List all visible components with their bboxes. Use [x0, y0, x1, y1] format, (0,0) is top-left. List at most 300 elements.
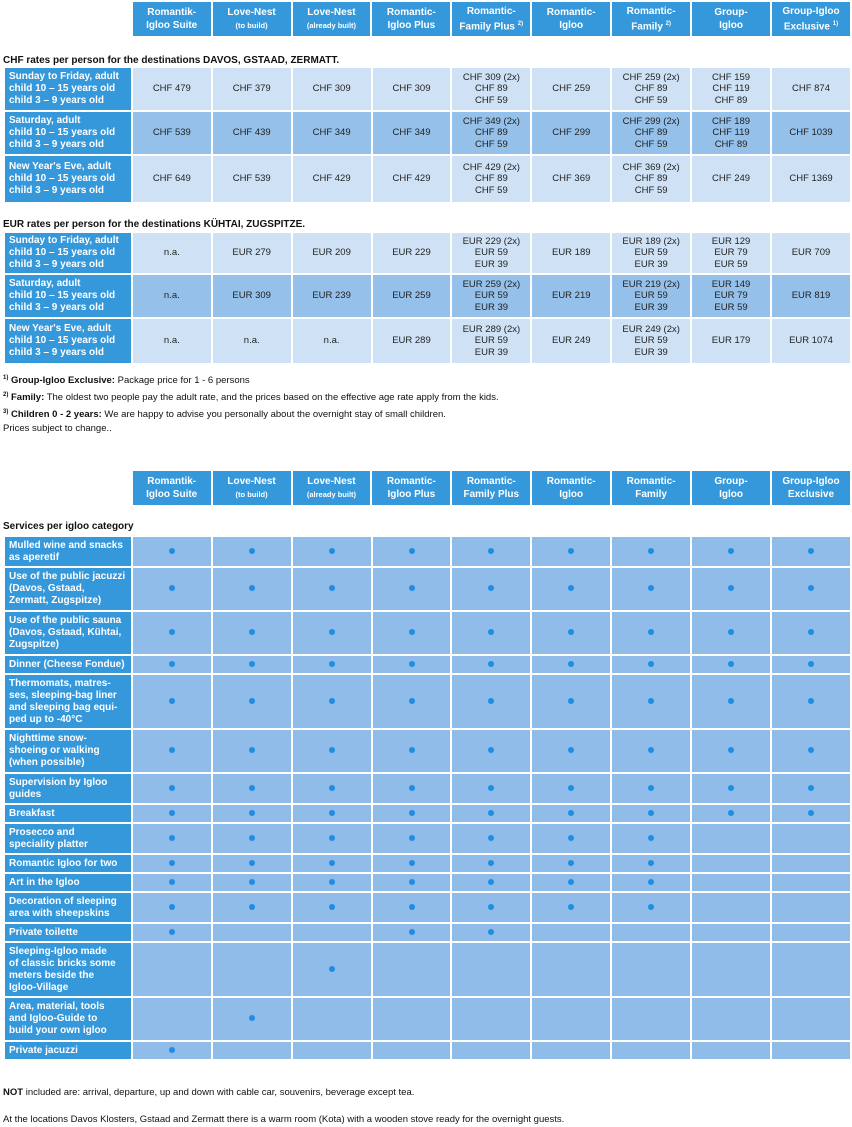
rate-cell	[532, 319, 610, 363]
service-label-line: Supervision by Igloo	[9, 776, 108, 788]
service-cell	[373, 874, 451, 891]
column-header-line1: Group-Igloo	[782, 5, 840, 17]
service-cell	[293, 805, 371, 822]
column-header-footnote: 1)	[832, 20, 839, 27]
column-header-3	[372, 471, 450, 505]
service-cell	[532, 656, 610, 673]
column-header-line2: Igloo Plus	[387, 20, 436, 31]
service-cell	[373, 998, 451, 1040]
service-label-line: Nighttime snow-	[9, 733, 87, 744]
included-dot-icon	[329, 548, 335, 554]
service-label	[5, 675, 131, 728]
rate-row	[5, 275, 850, 317]
included-dot-icon	[409, 585, 415, 591]
rate-cell	[293, 68, 371, 110]
service-label	[5, 893, 131, 922]
service-label	[5, 824, 131, 853]
included-dot-icon	[488, 835, 494, 841]
included-dot-icon	[728, 698, 734, 704]
service-cell	[772, 943, 850, 996]
included-dot-icon	[808, 785, 814, 791]
included-dot-icon	[568, 661, 574, 667]
included-dot-icon	[249, 548, 255, 554]
included-dot-icon	[808, 548, 814, 554]
rate-cell	[772, 112, 850, 154]
included-dot-icon	[409, 785, 415, 791]
footnote	[3, 371, 499, 388]
service-cell	[772, 774, 850, 803]
service-cell	[612, 1042, 690, 1059]
column-header-footnote: 2)	[665, 20, 672, 27]
column-header-0	[133, 471, 211, 505]
footnote-number: 2)	[3, 392, 9, 399]
rate-value: EUR 279	[232, 247, 271, 259]
rate-value: EUR 129	[711, 235, 751, 247]
rate-cell	[772, 156, 850, 202]
included-dot-icon	[169, 929, 175, 935]
service-label-line: guides	[9, 788, 42, 800]
service-cell	[772, 924, 850, 941]
service-cell	[772, 805, 850, 822]
included-dot-icon	[249, 860, 255, 866]
included-dot-icon	[648, 585, 654, 591]
service-label-line: shoeing or walking	[9, 745, 100, 756]
rate-value: CHF 1369	[789, 173, 833, 185]
rate-cell	[293, 156, 371, 202]
rate-cell	[373, 156, 451, 202]
column-header-line2: Igloo Suite	[146, 20, 198, 31]
service-cell	[772, 1042, 850, 1059]
rate-value: CHF 479	[152, 83, 191, 95]
service-cell	[692, 568, 770, 610]
service-cell	[213, 1042, 291, 1059]
rate-value: CHF 59	[634, 184, 668, 196]
footnote-title: Family:	[10, 392, 45, 404]
service-cell	[373, 805, 451, 822]
rate-value: CHF 189	[712, 115, 751, 127]
column-header-line2: Exclusive	[783, 21, 830, 33]
column-header-line2: Igloo	[559, 489, 584, 500]
column-header-2	[293, 471, 371, 505]
included-dot-icon	[249, 904, 255, 910]
included-dot-icon	[249, 1015, 255, 1021]
service-cell	[133, 774, 211, 803]
rate-row-label	[5, 319, 131, 363]
rate-value: CHF 59	[634, 138, 668, 150]
service-cell	[532, 855, 610, 872]
column-header-line1: Love-Nest	[307, 7, 356, 18]
not-included-text: included are: arrival, departure, up and down with cable car, souvenirs, beverage except tea.	[23, 1087, 415, 1098]
service-row	[5, 824, 850, 853]
service-cell	[293, 893, 371, 922]
not-bold: NOT	[3, 1087, 24, 1098]
footnote-number: 3)	[3, 409, 9, 416]
service-cell	[612, 943, 690, 996]
rate-label-line: child 3 – 9 years old	[9, 302, 105, 313]
service-cell	[133, 612, 211, 654]
service-cell	[532, 537, 610, 566]
service-cell	[772, 824, 850, 853]
included-dot-icon	[169, 629, 175, 635]
service-cell	[452, 656, 530, 673]
rate-value: CHF 299 (2x)	[622, 115, 680, 127]
rate-cell	[133, 112, 211, 154]
rate-value: CHF 349	[312, 127, 351, 139]
service-cell	[373, 612, 451, 654]
services-table	[3, 535, 852, 1061]
service-cell	[612, 874, 690, 891]
service-cell	[133, 1042, 211, 1059]
included-dot-icon	[568, 698, 574, 704]
service-cell	[133, 874, 211, 891]
rate-value: EUR 59	[714, 258, 748, 270]
rate-value: CHF 159	[712, 71, 751, 83]
service-cell	[293, 924, 371, 941]
included-dot-icon	[728, 810, 734, 816]
rate-value: EUR 59	[474, 290, 509, 302]
footnote	[3, 388, 499, 405]
rate-value: CHF 369 (2x)	[622, 161, 680, 173]
rate-value: EUR 309	[232, 290, 271, 302]
included-dot-icon	[169, 661, 175, 667]
service-label	[5, 998, 131, 1040]
service-cell	[133, 893, 211, 922]
service-cell	[532, 893, 610, 922]
rate-value: EUR 239	[312, 290, 351, 302]
rate-row-label	[5, 233, 131, 273]
included-dot-icon	[169, 747, 175, 753]
rate-value: EUR 229	[392, 247, 431, 259]
included-dot-icon	[568, 785, 574, 791]
service-cell	[213, 537, 291, 566]
rate-value: CHF 89	[714, 138, 748, 150]
service-row	[5, 874, 850, 891]
service-label-line: Use of the public jacuzzi	[9, 571, 126, 582]
included-dot-icon	[409, 548, 415, 554]
included-dot-icon	[488, 548, 494, 554]
rate-value: CHF 429 (2x)	[462, 161, 520, 173]
rate-cell	[452, 275, 530, 317]
included-dot-icon	[808, 747, 814, 753]
rate-value: EUR 59	[634, 247, 668, 259]
rate-cell	[532, 112, 610, 154]
rate-row	[5, 233, 850, 273]
rate-value: EUR 39	[474, 258, 509, 270]
service-cell	[692, 998, 770, 1040]
service-label-line: Mulled wine and snacks	[9, 539, 123, 551]
column-header-line1: Romantic-	[626, 5, 676, 17]
service-cell	[452, 1042, 530, 1059]
rate-cell	[213, 275, 291, 317]
included-dot-icon	[249, 879, 255, 885]
rate-value: EUR 59	[634, 335, 668, 347]
service-label-line: Decoration of sleeping	[9, 895, 117, 907]
rate-value: EUR 59	[634, 290, 668, 302]
rate-row	[5, 319, 850, 363]
included-dot-icon	[728, 785, 734, 791]
rate-label-line: child 10 – 15 years old	[9, 173, 116, 184]
rate-value: EUR 1074	[789, 335, 833, 347]
rate-value: CHF 89	[475, 173, 508, 185]
service-cell	[692, 805, 770, 822]
rate-value: CHF 259 (2x)	[622, 71, 680, 83]
service-row	[5, 943, 850, 996]
column-header-4	[452, 2, 530, 36]
rate-cell	[692, 156, 770, 202]
footnote-number: 1)	[3, 375, 9, 381]
column-header-line1: Romantik-	[147, 7, 197, 18]
service-cell	[772, 675, 850, 728]
column-header-line1: Love-Nest	[227, 7, 276, 18]
rate-value: EUR 709	[791, 247, 831, 259]
column-header-7	[692, 471, 770, 505]
service-label-line: (when possible)	[9, 757, 85, 768]
rate-value: EUR 39	[634, 258, 668, 270]
included-dot-icon	[808, 661, 814, 667]
service-label-line: Use of the public sauna	[9, 615, 122, 626]
rate-value: CHF 59	[475, 94, 508, 106]
service-cell	[452, 924, 530, 941]
included-dot-icon	[329, 585, 335, 591]
column-header-sub: (to build)	[235, 21, 268, 30]
service-cell	[293, 774, 371, 803]
rate-label-line: child 10 – 15 years old	[9, 83, 116, 94]
service-label	[5, 730, 131, 772]
column-header-2	[293, 2, 371, 36]
service-cell	[612, 893, 690, 922]
column-header-footnote: 2)	[517, 20, 524, 27]
service-label-line: Zugspitze)	[9, 639, 59, 650]
service-cell	[213, 824, 291, 853]
not-included-note	[3, 1086, 414, 1100]
service-cell	[612, 568, 690, 610]
included-dot-icon	[488, 879, 494, 885]
column-header-line1: Love-Nest	[227, 476, 276, 487]
service-cell	[692, 893, 770, 922]
service-cell	[452, 730, 530, 772]
service-cell	[612, 824, 690, 853]
service-cell	[772, 874, 850, 891]
service-cell	[692, 537, 770, 566]
included-dot-icon	[329, 785, 335, 791]
rate-cell	[692, 319, 770, 363]
service-cell	[692, 824, 770, 853]
rate-value: EUR 229 (2x)	[462, 235, 521, 247]
column-header-3	[372, 2, 450, 36]
included-dot-icon	[728, 629, 734, 635]
included-dot-icon	[648, 661, 654, 667]
service-cell	[213, 612, 291, 654]
rate-value: CHF 89	[475, 127, 508, 139]
service-label-line: area with sheepskins	[9, 907, 110, 919]
service-label	[5, 568, 131, 610]
rate-cell	[213, 112, 291, 154]
footnote-text: Prices subject to change..	[3, 423, 112, 435]
included-dot-icon	[568, 548, 574, 554]
service-cell	[133, 537, 211, 566]
service-cell	[772, 893, 850, 922]
rate-value: CHF 539	[152, 127, 191, 139]
rate-cell	[532, 68, 610, 110]
footnote-text: The oldest two people pay the adult rate, and the prices based on the effective age rate apply from the kids.	[44, 392, 499, 404]
included-dot-icon	[409, 879, 415, 885]
service-row	[5, 924, 850, 941]
included-dot-icon	[169, 835, 175, 841]
service-cell	[373, 774, 451, 803]
column-header-line2: Igloo	[719, 489, 743, 500]
rate-value: EUR 149	[711, 278, 751, 290]
service-row	[5, 675, 850, 728]
rate-cell	[293, 275, 371, 317]
included-dot-icon	[329, 860, 335, 866]
rate-label-line: child 10 – 15 years old	[9, 290, 116, 301]
column-header-line1: Romantic-	[546, 476, 596, 487]
column-header-line1: Romantik-	[147, 476, 197, 487]
included-dot-icon	[409, 661, 415, 667]
service-cell	[373, 855, 451, 872]
rate-value: EUR 39	[474, 346, 509, 358]
column-header-6	[612, 471, 690, 505]
column-header-sub: (already built)	[306, 490, 357, 499]
rate-row	[5, 156, 850, 202]
column-header-line2: Igloo	[559, 20, 584, 31]
included-dot-icon	[409, 835, 415, 841]
service-cell	[373, 1042, 451, 1059]
service-cell	[293, 675, 371, 728]
rate-cell	[532, 233, 610, 273]
included-dot-icon	[409, 860, 415, 866]
service-cell	[373, 730, 451, 772]
rate-label-line: child 10 – 15 years old	[9, 127, 116, 138]
rate-value: EUR 39	[634, 301, 668, 313]
rate-value: CHF 439	[232, 127, 271, 139]
rate-cell	[133, 68, 211, 110]
service-cell	[532, 924, 610, 941]
included-dot-icon	[648, 810, 654, 816]
included-dot-icon	[329, 810, 335, 816]
included-dot-icon	[648, 904, 654, 910]
service-cell	[452, 824, 530, 853]
included-dot-icon	[249, 585, 255, 591]
rate-row	[5, 68, 850, 110]
service-cell	[213, 675, 291, 728]
service-cell	[692, 1042, 770, 1059]
column-header-line2: Family	[635, 489, 667, 500]
rate-row	[5, 112, 850, 154]
service-cell	[692, 874, 770, 891]
rate-value: EUR 219	[551, 290, 591, 302]
service-label-line: Zermatt, Zugspitze)	[9, 595, 102, 606]
rate-cell	[293, 319, 371, 363]
rate-cell	[612, 275, 690, 317]
column-header-line2: Family	[631, 21, 663, 33]
rate-value: CHF 539	[232, 173, 271, 185]
rate-label-line: Sunday to Friday, adult	[9, 235, 119, 246]
included-dot-icon	[329, 747, 335, 753]
rate-value: EUR 59	[714, 301, 748, 313]
rate-cell	[452, 156, 530, 202]
rate-value: EUR 249 (2x)	[622, 323, 680, 335]
service-label-line: Dinner (Cheese Fondue)	[9, 658, 125, 670]
service-cell	[133, 924, 211, 941]
included-dot-icon	[488, 860, 494, 866]
service-cell	[452, 568, 530, 610]
rate-cell	[373, 319, 451, 363]
column-header-7	[692, 2, 770, 36]
rate-label-line: Sunday to Friday, adult	[9, 71, 119, 82]
service-cell	[532, 874, 610, 891]
column-header-line1: Romantic-	[466, 476, 516, 487]
rate-cell	[133, 233, 211, 273]
service-cell	[612, 998, 690, 1040]
column-header-line1: Romantic-	[546, 7, 596, 18]
service-row	[5, 656, 850, 673]
included-dot-icon	[648, 548, 654, 554]
service-label	[5, 774, 131, 803]
included-dot-icon	[488, 810, 494, 816]
column-header-line2: Family Plus	[463, 489, 520, 500]
column-header-4	[452, 471, 530, 505]
footnote	[3, 405, 499, 422]
rate-value: CHF 59	[634, 94, 668, 106]
rate-value: CHF 89	[475, 83, 508, 95]
included-dot-icon	[648, 747, 654, 753]
included-dot-icon	[329, 966, 335, 972]
service-cell	[692, 730, 770, 772]
service-cell	[532, 612, 610, 654]
service-cell	[612, 675, 690, 728]
included-dot-icon	[648, 629, 654, 635]
header-blank	[5, 2, 131, 36]
service-label	[5, 874, 131, 891]
rate-cell	[213, 319, 291, 363]
rate-value: CHF 89	[634, 173, 668, 185]
service-row	[5, 855, 850, 872]
chf-rates-table	[3, 66, 852, 204]
rate-value: CHF 429	[312, 173, 351, 185]
rate-value: CHF 299	[552, 127, 591, 139]
service-label-line: ped up to -40°C	[9, 713, 83, 725]
service-cell	[692, 774, 770, 803]
column-header-line1: Love-Nest	[307, 476, 356, 487]
service-cell	[692, 924, 770, 941]
included-dot-icon	[169, 698, 175, 704]
service-cell	[133, 805, 211, 822]
service-label	[5, 855, 131, 872]
rate-row-label	[5, 112, 131, 154]
service-cell	[532, 675, 610, 728]
rate-value: EUR 39	[474, 301, 509, 313]
included-dot-icon	[808, 585, 814, 591]
included-dot-icon	[488, 785, 494, 791]
included-dot-icon	[648, 835, 654, 841]
service-label	[5, 924, 131, 941]
service-label-line: (Davos, Gstaad, Kühtai,	[9, 627, 122, 638]
rate-label-line: child 3 – 9 years old	[9, 95, 105, 106]
column-header-sub: (already built)	[306, 21, 357, 30]
service-cell	[772, 730, 850, 772]
kota-note: At the locations Davos Klosters, Gstaad and Zermatt there is a warm room (Kota) with a wooden stove ready for the overnight guests.	[3, 1114, 565, 1125]
included-dot-icon	[568, 810, 574, 816]
service-cell	[612, 855, 690, 872]
service-label-line: Private toilette	[9, 926, 78, 938]
service-label-line: Private jacuzzi	[9, 1044, 78, 1056]
rate-cell	[373, 112, 451, 154]
included-dot-icon	[169, 585, 175, 591]
services-section-title: Services per igloo category	[3, 521, 134, 532]
service-cell	[612, 537, 690, 566]
service-cell	[133, 730, 211, 772]
